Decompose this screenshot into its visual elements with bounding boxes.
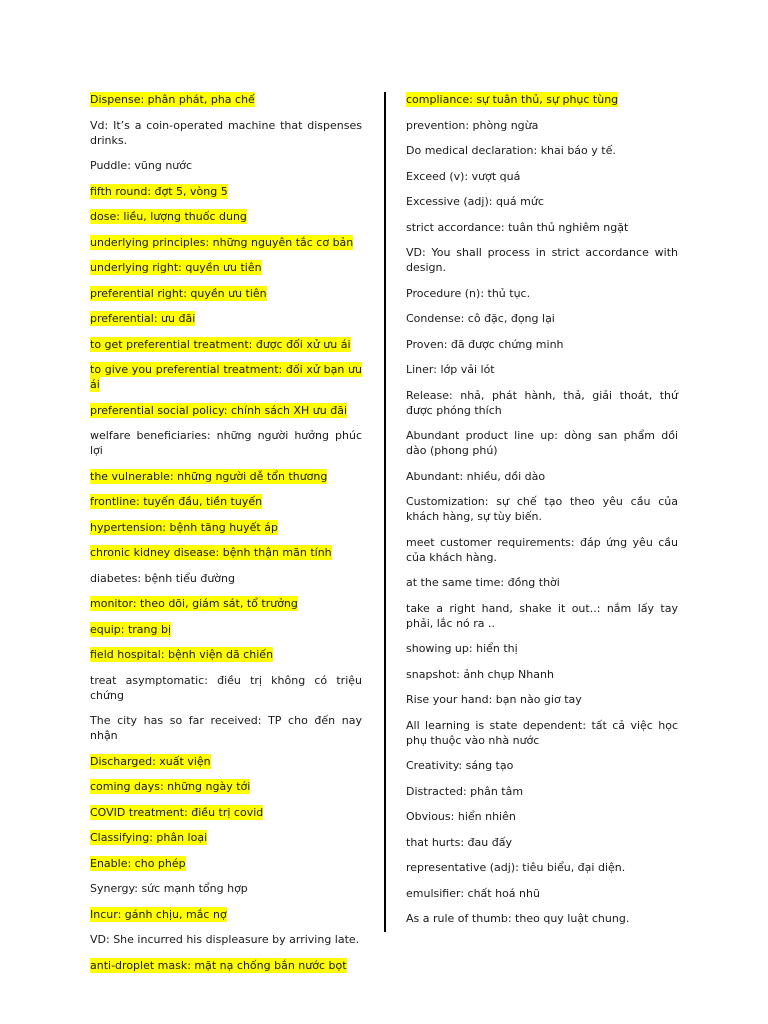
glossary-entry-text: Abundant product line up: dòng san phẩm dồi dào (phong phú): [406, 429, 678, 457]
glossary-entry: [90, 520, 362, 535]
glossary-entry-text: to give you preferential treatment: đối xử bạn ưu ái: [90, 363, 362, 391]
glossary-entry-text: emulsifier: chất hoá nhũ: [406, 886, 540, 900]
glossary-entry-text: compliance: sự tuân thủ, sự phục tùng: [406, 93, 619, 106]
glossary-entry-text: Condense: cô đặc, đọng lại: [406, 312, 555, 325]
glossary-entry: [406, 143, 678, 158]
glossary-entry-text: coming days: những ngày tới: [90, 780, 251, 793]
glossary-entry-text: As a rule of thumb: theo quy luật chung.: [406, 912, 630, 925]
glossary-entry: [406, 860, 678, 875]
glossary-entry: [90, 622, 362, 637]
glossary-entry: [406, 469, 678, 484]
glossary-entry: [406, 692, 678, 707]
glossary-entry-text: welfare beneficiaries: những người hưởng phúc lợi: [90, 429, 362, 457]
glossary-entry-text: preferential right: quyền ưu tiên: [90, 286, 267, 300]
glossary-entry: [90, 92, 362, 107]
glossary-entry-text: VD: She incurred his displeasure by arriving late.: [90, 933, 360, 946]
glossary-entry-text: hypertension: bệnh tăng huyết áp: [90, 520, 278, 534]
glossary-entry-text: Release: nhả, phát hành, thả, giải thoát, thứ được phóng thích: [406, 388, 678, 417]
glossary-entry: [90, 337, 362, 352]
glossary-entry-text: The city has so far received: TP cho đến nay nhận: [90, 714, 362, 742]
glossary-entry-text: prevention: phòng ngừa: [406, 118, 539, 132]
glossary-entry-text: All learning is state dependent: tất cả việc học phụ thuộc vào nhà nước: [406, 718, 678, 747]
glossary-entry: [90, 958, 362, 973]
glossary-entry: [90, 647, 362, 662]
glossary-entry: [406, 428, 678, 458]
glossary-entry-text: underlying right: quyền ưu tiên: [90, 261, 262, 274]
glossary-entry: [90, 158, 362, 173]
glossary-entry-text: diabetes: bệnh tiểu đường: [90, 571, 235, 585]
glossary-entry-text: fifth round: đợt 5, vòng 5: [90, 184, 228, 198]
glossary-entry-text: to get preferential treatment: được đối xử ưu ái: [90, 337, 351, 351]
glossary-entry: [406, 169, 678, 184]
glossary-entry: [90, 932, 362, 947]
glossary-entry: [90, 494, 362, 509]
glossary-entry: [406, 575, 678, 590]
glossary-entry: [90, 260, 362, 275]
glossary-entry-text: Rise your hand: bạn nào giơ tay: [406, 693, 582, 706]
glossary-entry: [90, 469, 362, 484]
column-divider: [384, 92, 386, 932]
glossary-entry-text: preferential social policy: chính sách XH ưu đãi: [90, 403, 348, 417]
glossary-entry-text: Do medical declaration: khai báo y tế.: [406, 144, 616, 157]
glossary-entry-text: Excessive (adj): quá mức: [406, 195, 544, 208]
glossary-entry-text: at the same time: đồng thời: [406, 576, 560, 589]
glossary-entry: [406, 911, 678, 926]
glossary-entry-text: Creativity: sáng tạo: [406, 759, 514, 772]
glossary-entry: [90, 209, 362, 224]
glossary-entry: [406, 886, 678, 901]
glossary-entry: [406, 835, 678, 850]
glossary-entry-text: Distracted: phân tâm: [406, 784, 524, 798]
glossary-entry: [406, 194, 678, 209]
glossary-entry-text: the vulnerable: những người dễ tổn thương: [90, 469, 328, 483]
glossary-entry-text: preferential: ưu đãi: [90, 312, 196, 325]
glossary-entry-text: Liner: lớp vải lót: [406, 363, 495, 376]
glossary-entry-text: representative (adj): tiêu biểu, đại diện.: [406, 861, 626, 874]
glossary-entry: [90, 779, 362, 794]
glossary-entry-text: chronic kidney disease: bệnh thận mãn tính: [90, 546, 332, 559]
glossary-entry: [90, 856, 362, 871]
glossary-entry-text: Incur: gánh chịu, mắc nợ: [90, 907, 227, 921]
glossary-entry: [406, 286, 678, 301]
glossary-entry: [406, 535, 678, 565]
glossary-entry-text: monitor: theo dõi, giám sát, tổ trưởng: [90, 597, 298, 610]
glossary-entry: [406, 388, 678, 418]
glossary-entry-text: snapshot: ảnh chụp Nhanh: [406, 667, 554, 681]
glossary-entry: [90, 286, 362, 301]
glossary-entry-text: Proven: đã được chứng minh: [406, 337, 564, 351]
glossary-entry-text: meet customer requirements: đáp ứng yêu cầu của khách hàng.: [406, 535, 678, 564]
glossary-entry: [90, 311, 362, 326]
glossary-entry: [406, 809, 678, 824]
left-column: [90, 92, 362, 983]
glossary-entry: [406, 220, 678, 235]
glossary-entry-text: underlying principles: những nguyên tắc cơ bản: [90, 235, 354, 249]
glossary-entry: [90, 184, 362, 199]
glossary-entry: [406, 758, 678, 773]
glossary-entry: [90, 118, 362, 148]
glossary-entry-text: Classifying: phân loại: [90, 831, 208, 844]
glossary-entry-text: Dispense: phân phát, pha chế: [90, 93, 255, 106]
glossary-entry: [406, 784, 678, 799]
glossary-entry: [406, 245, 678, 275]
glossary-entry: [406, 718, 678, 748]
glossary-entry: [90, 596, 362, 611]
glossary-entry-text: Discharged: xuất viện: [90, 754, 211, 768]
glossary-entry-text: COVID treatment: điều trị covid: [90, 805, 264, 819]
glossary-entry-text: strict accordance: tuân thủ nghiêm ngặt: [406, 220, 629, 234]
glossary-entry: [406, 667, 678, 682]
glossary-entry: [90, 907, 362, 922]
glossary-entry: [406, 362, 678, 377]
glossary-entry: [406, 601, 678, 631]
glossary-entry: [90, 881, 362, 896]
glossary-entry: [90, 545, 362, 560]
glossary-entry-text: take a right hand, shake it out..: nắm lấy tay phải, lắc nó ra ..: [406, 601, 678, 630]
glossary-entry-text: Vd: It’s a coin-operated machine that dispenses drinks.: [90, 118, 362, 147]
right-column: [406, 92, 678, 937]
glossary-entry-text: field hospital: bệnh viện dã chiến: [90, 648, 274, 661]
glossary-entry-text: Procedure (n): thủ tục.: [406, 286, 531, 300]
glossary-entry: [90, 235, 362, 250]
glossary-entry-text: treat asymptomatic: điều trị không có triệu chứng: [90, 673, 362, 702]
glossary-entry: [90, 830, 362, 845]
glossary-entry: [90, 754, 362, 769]
glossary-entry-text: frontline: tuyến đầu, tiền tuyến: [90, 495, 263, 508]
glossary-entry: [90, 571, 362, 586]
glossary-entry: [90, 403, 362, 418]
glossary-entry-text: Abundant: nhiều, dồi dào: [406, 469, 546, 483]
glossary-entry-text: Enable: cho phép: [90, 856, 186, 870]
glossary-entry: [90, 428, 362, 458]
glossary-entry: [90, 805, 362, 820]
glossary-entry-text: equip: trang bị: [90, 622, 172, 636]
glossary-entry-text: Puddle: vũng nước: [90, 159, 193, 172]
glossary-entry-text: Exceed (v): vượt quá: [406, 169, 521, 183]
glossary-entry-text: VD: You shall process in strict accordance with design.: [406, 246, 678, 274]
glossary-entry: [406, 118, 678, 133]
glossary-entry: [406, 494, 678, 524]
glossary-entry-text: Synergy: sức mạnh tổng hợp: [90, 882, 248, 895]
glossary-entry-text: dose: liều, lượng thuốc dung: [90, 210, 247, 223]
glossary-entry: [90, 713, 362, 743]
glossary-entry: [406, 337, 678, 352]
glossary-entry: [406, 92, 678, 107]
glossary-entry: [90, 673, 362, 703]
glossary-entry: [406, 311, 678, 326]
glossary-entry-text: anti-droplet mask: mặt nạ chống bắn nước bọt: [90, 958, 347, 972]
glossary-entry-text: Customization: sự chế tạo theo yêu cầu của khách hàng, sự tùy biến.: [406, 495, 678, 523]
glossary-entry-text: that hurts: đau đấy: [406, 835, 512, 849]
glossary-entry: [406, 641, 678, 656]
glossary-entry: [90, 362, 362, 392]
glossary-entry-text: showing up: hiển thị: [406, 642, 518, 655]
glossary-entry-text: Obvious: hiển nhiên: [406, 810, 516, 823]
